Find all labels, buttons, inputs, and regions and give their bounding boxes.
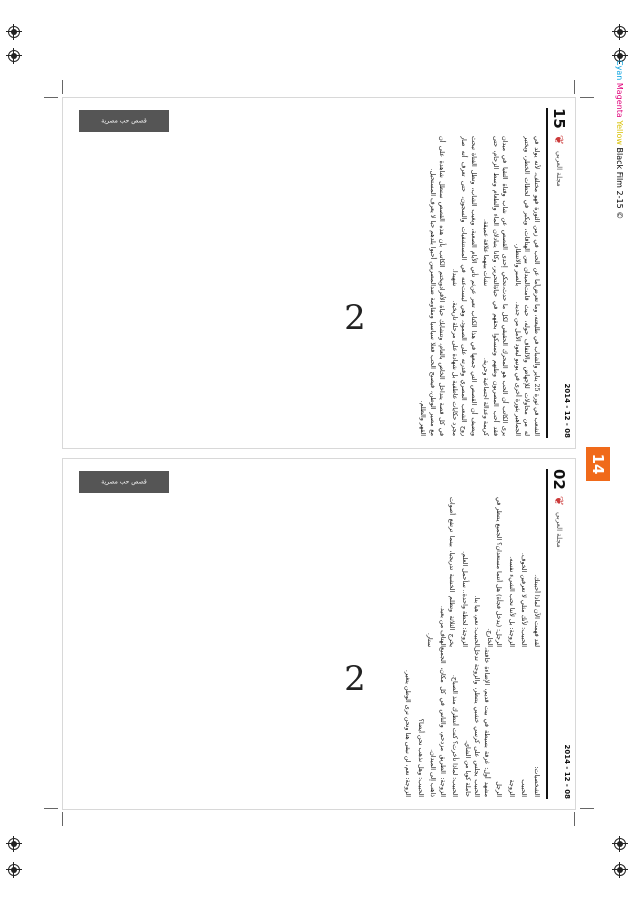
paragraph: يخرج الثلاثة وتظلم الخشبة تدريجيا، بينما ترتفع أصوات الهتاف من بعيد. bbox=[439, 497, 456, 647]
registration-mark-bottom-left-2 bbox=[6, 862, 22, 878]
color-cyan: Cyan bbox=[615, 60, 624, 81]
trim-line bbox=[44, 97, 58, 98]
paragraph: مشهد أول: غرفة بسيطة في بيت قديم، الإضاءة خافتة، الحبيب يجلس على كرسي خشبي ينتظر، والزوجة تدخل حاملة كوبا من الشاي. bbox=[464, 647, 490, 797]
paragraph: في كل قصة يتداخل الخاص بالعام، وتتشابك حياة الأفراد مع مصير الوطن، فيصبح الحب فعلا سياسيا ومقاومة ضد القهر والظلم. bbox=[419, 286, 446, 436]
paragraph: الزوجة: نعم، لن نبقى هنا ونحن نرى الوطن يتغير. bbox=[404, 669, 412, 797]
paragraph: الحبيب: وهل نذهب نحن أيضا؟ bbox=[417, 718, 424, 797]
color-yellow: Yellow bbox=[615, 120, 624, 145]
section-numeral: 2 bbox=[344, 298, 366, 338]
header-rule bbox=[546, 108, 548, 438]
trim-line bbox=[574, 80, 575, 94]
paragraph: تحكي إحدى القصص عن شاب وفتاة التقيا في ميدان التحرير، وكانا يتبادلان الماء والطعام وسط الزحام، حتى نشأت بينهما علاقة عميقة. bbox=[482, 136, 509, 286]
magazine-logo-icon: ❦ bbox=[552, 495, 566, 506]
color-bar bbox=[608, 60, 630, 280]
text-column-right bbox=[77, 647, 541, 797]
trim-line bbox=[62, 80, 63, 94]
paragraph: الزوجة: الطريق مزدحم، والناس في كل مكان، الجميع ذاهب إلى الميدان. bbox=[429, 647, 446, 797]
paragraph: الحبيب bbox=[520, 779, 528, 797]
section-label: قصص حب مصرية bbox=[79, 110, 169, 132]
section-label: قصص حب مصرية bbox=[79, 471, 169, 493]
issue-date: 2014 - 12 - 08 bbox=[563, 744, 571, 799]
paragraph: ثم تأتي الأيام الصعبة، ويغيب الشاب، وتظل الفتاة تبحث عنه في المستشفيات والسجون، حتى تعرف أنه صار شهيدا. bbox=[451, 136, 477, 286]
header-rule bbox=[546, 469, 548, 799]
issue-date: 2014 - 12 - 08 bbox=[563, 383, 571, 438]
color-black: Black bbox=[615, 147, 624, 170]
trim-line bbox=[580, 808, 594, 809]
page-top bbox=[62, 97, 576, 449]
paragraph: الرجل: (يدخل فجأة) هل أنتما مستعدان؟ الجميع ينتظر في الخارج. bbox=[486, 497, 503, 647]
color-magenta: Magenta bbox=[615, 82, 624, 118]
page-bottom bbox=[62, 458, 576, 810]
registration-mark-top-right bbox=[612, 24, 628, 40]
paragraph: الحبيب: لماذا تأخرت؟ كنت أنتظرك منذ الصباح. bbox=[451, 674, 459, 797]
registration-mark-bottom-left bbox=[6, 836, 22, 852]
text-column-right bbox=[77, 286, 541, 436]
text-column-left bbox=[77, 136, 541, 286]
paragraph: أما عن الحب في زمن الثورة فهو مختلف، لأنه يولد في الميدان بين الهتافات، ويكبر في لحظات الخطر، ويختبر بالصبر والانتظار. bbox=[514, 136, 540, 286]
paragraph: الشعب في ثورة 25 يناير والشباب في طليعته، وما تعرض له من محاولات للإجهاض والالتفاف حوله، حيث قامت الجماهير بثورة أخرى في يونيو ليعود الأمل من جديد. bbox=[514, 286, 540, 436]
registration-mark-bottom-right-2 bbox=[612, 862, 628, 878]
paragraph: يرى الكاتب أن الحب هو المحرك الحقيقي لكل ما حدث، فقد أحب المصريون وطنهم وتمسكوا بحقهم في حياة كريمة وعدالة اجتماعية وحرية. bbox=[482, 286, 509, 436]
page-number: 02 bbox=[550, 469, 568, 490]
registration-mark-bottom-right bbox=[612, 836, 628, 852]
paragraph: لقد فهمت الآن لماذا أحببتك. bbox=[533, 574, 540, 647]
text-column-left bbox=[77, 497, 541, 647]
trim-line bbox=[580, 97, 594, 98]
trim-line bbox=[574, 812, 575, 826]
paragraph: الرجل bbox=[495, 781, 503, 797]
trim-line bbox=[62, 812, 63, 826]
paragraph: الشخصيات: bbox=[533, 766, 540, 797]
paragraph: ويختم الكاتب بأن هذه القصص ستظل شاهدة على أن المصريين أحبوا بلدهم حبا لا يعرف المستحيل. bbox=[429, 136, 446, 286]
section-numeral: 2 bbox=[344, 659, 366, 699]
paragraph: ويضيف أن القصص التي جمعها في هذا الكتاب تعبر عن روح الشعب المصري وقدرته على الصمود، وهي ليست مجرد حكايات عاطفية بل شهادة على مرحلة تاريخية. bbox=[451, 286, 477, 436]
registration-mark-top-left bbox=[6, 24, 22, 40]
paragraph: ستار. bbox=[426, 632, 434, 647]
magazine-name: مجلة العربي bbox=[555, 150, 563, 187]
paragraph: الزوجة: بل لأننا نحب الشيء نفسه. bbox=[508, 556, 515, 647]
magazine-logo-icon: ❦ bbox=[552, 134, 566, 145]
page-number: 15 bbox=[550, 108, 568, 129]
registration-mark-top-left-2 bbox=[6, 48, 22, 64]
paragraph: الزوجة: لحظة واحدة.. سأحمل العلم. bbox=[461, 551, 468, 647]
magazine-name: مجلة العربي bbox=[555, 511, 563, 548]
paragraph: الحبيب: نعم، هيا بنا. bbox=[473, 595, 481, 647]
paragraph: الزوجة bbox=[508, 779, 515, 797]
paragraph: الحبيب: لأنك مثلي لا تعرفين الخوف. bbox=[520, 552, 528, 647]
spread-number-badge: 14 bbox=[586, 447, 610, 481]
film-label: Film 2-15 © bbox=[615, 171, 624, 220]
trim-line bbox=[44, 808, 58, 809]
